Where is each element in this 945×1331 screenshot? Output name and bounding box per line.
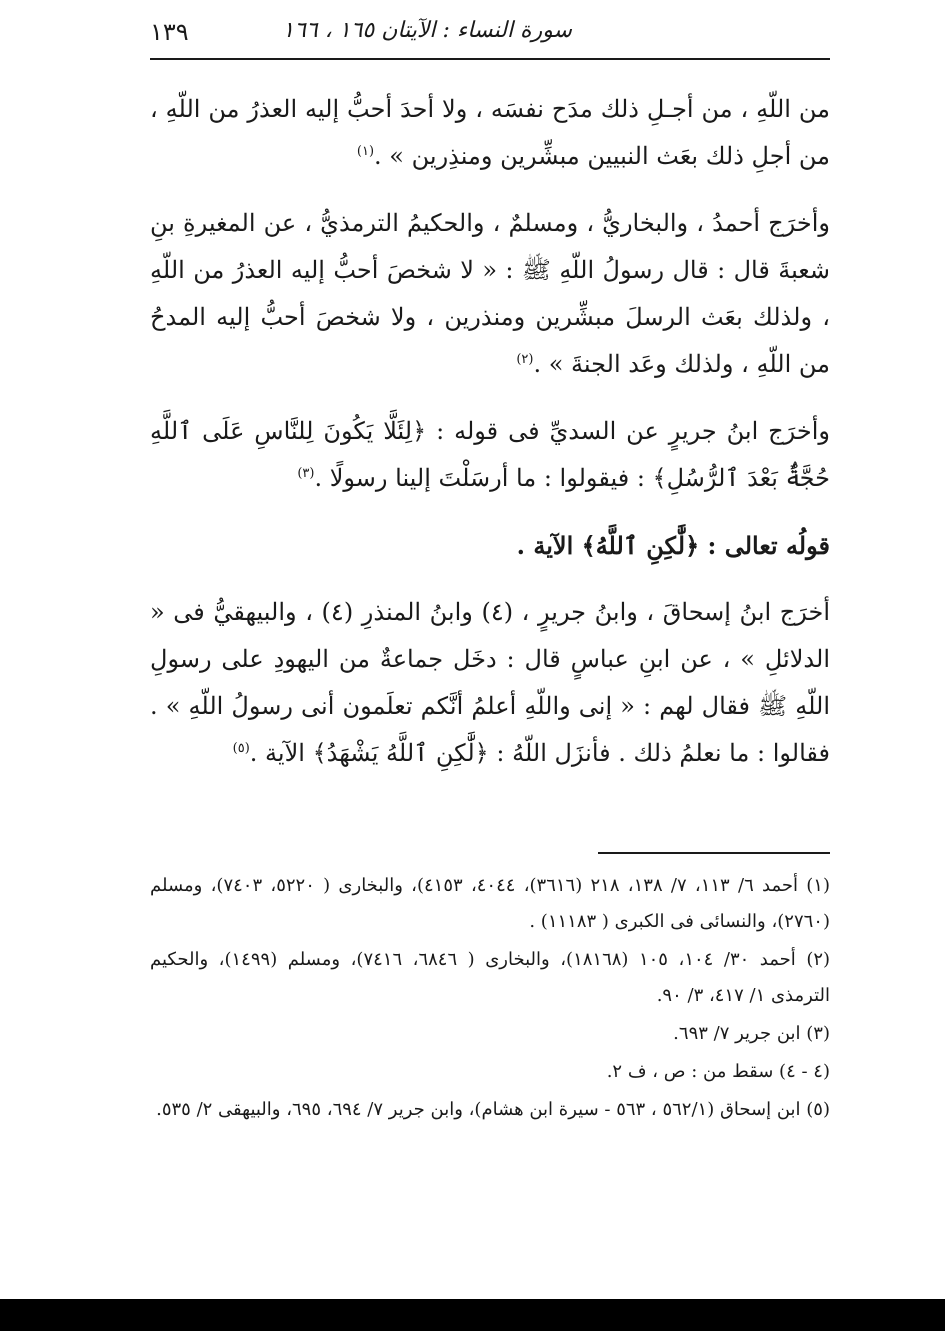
footnote-ref: (١) (356, 144, 375, 159)
paragraph-5 (150, 589, 830, 777)
footnote-rule (598, 852, 830, 854)
verse-heading (150, 522, 830, 569)
running-head: سورة النساء : الآيتان ١٦٥ ، ١٦٦ (282, 18, 572, 43)
page-number: ١٣٩ (150, 18, 189, 46)
main-text (150, 86, 830, 797)
footnote-5: (٥) ابن إسحاق (٥٦٢/١ ، ٥٦٣ - سيرة ابن هشام)، وابن جرير ٧/ ٦٩٤، ٦٩٥، والبيهقى ٢/ ٥٣٥. (156, 1099, 830, 1120)
paragraph-2 (150, 200, 830, 388)
header-rule (150, 58, 830, 60)
paragraph-text: من اللّهِ ، من أجـلِ ذلك مدَح نفسَه ، ولا أحدَ أحبُّ إليه العذرُ من اللّهِ ، من أجلِ ذلك بعَث النبيين مبشِّرين ومنذِرين » . (150, 95, 830, 170)
paragraph-text: أخرَج ابنُ إسحاقَ ، وابنُ جريرٍ ، (٤) وابنُ المنذرِ (٤) ، والبيهقيُّ فى « الدلائلِ » ، عن ابنِ عباسٍ قال : دخَل جماعةٌ من اليهودِ على رسولِ اللّهِ ﷺ فقال لهم : « إنى واللّهِ أعلمُ أنَّكم تعلَمون أنى رسولُ اللّهِ » . فقالوا : ما نعلمُ ذلك . فأنزَل اللّهُ : ﴿لَّٰكِنِ ٱللَّهُ يَشْهَدُ﴾ الآية . (150, 598, 831, 767)
paragraph-text: وأخرَج ابنُ جريرٍ عن السديِّ فى قوله : ﴿لِئَلَّا يَكُونَ لِلنَّاسِ عَلَى ٱللَّهِ حُجَّةٌۢ بَعْدَ ٱلرُّسُلِ﴾ : فيقولوا : ما أرسَلْتَ إلينا رسولًا . (150, 417, 830, 492)
page-header (150, 14, 830, 50)
footnote-4: (٤ - ٤) سقط من : ص ، ف ٢. (606, 1061, 830, 1082)
paragraph-3 (150, 408, 830, 502)
footnote-2: (٢) أحمد ٣٠/ ١٠٤، ١٠٥ (١٨١٦٨)، والبخارى ( ٦٨٤٦، ٧٤١٦)، ومسلم (١٤٩٩)، والحكيم الترمذى ١/ ٤١٧، ٣/ ٩٠. (150, 949, 831, 1006)
footnote-3: (٣) ابن جرير ٧/ ٦٩٣. (673, 1023, 830, 1044)
footnote-ref: (٥) (232, 741, 250, 756)
footnote-ref: (٣) (297, 466, 315, 481)
scan-bottom-edge (0, 1299, 945, 1331)
paragraph-1 (150, 86, 830, 180)
paragraph-text: وأخرَج أحمدُ ، والبخاريُّ ، ومسلمٌ ، والحكيمُ الترمذيُّ ، عن المغيرةِ بنِ شعبةَ قال : قال رسولُ اللّهِ ﷺ : « لا شخصَ أحبُّ إليه العذرُ من اللّهِ ، ولذلك بعَث الرسلَ مبشِّرين ومنذرين ، ولا شخصَ أحبُّ إليه المدحُ من اللّهِ ، ولذلك وعَد الجنةَ » . (150, 209, 830, 378)
footnote-ref: (٢) (516, 352, 534, 367)
paragraph-text: قولُه تعالى : ﴿لَّٰكِنِ ٱللَّهُ﴾ الآية . (516, 531, 830, 560)
footnotes (150, 868, 830, 1130)
footnote-1: (١) أحمد ٦/ ١١٣، ٧/ ١٣٨، ٢١٨ (٣٦١٦)، ٤٠٤٤، ٤١٥٣)، والبخارى ( ٥٢٢٠، ٧٤٠٣)، ومسلم (٢٧٦٠)، والنسائى فى الكبرى ( ١١١٨٣) . (150, 875, 830, 932)
